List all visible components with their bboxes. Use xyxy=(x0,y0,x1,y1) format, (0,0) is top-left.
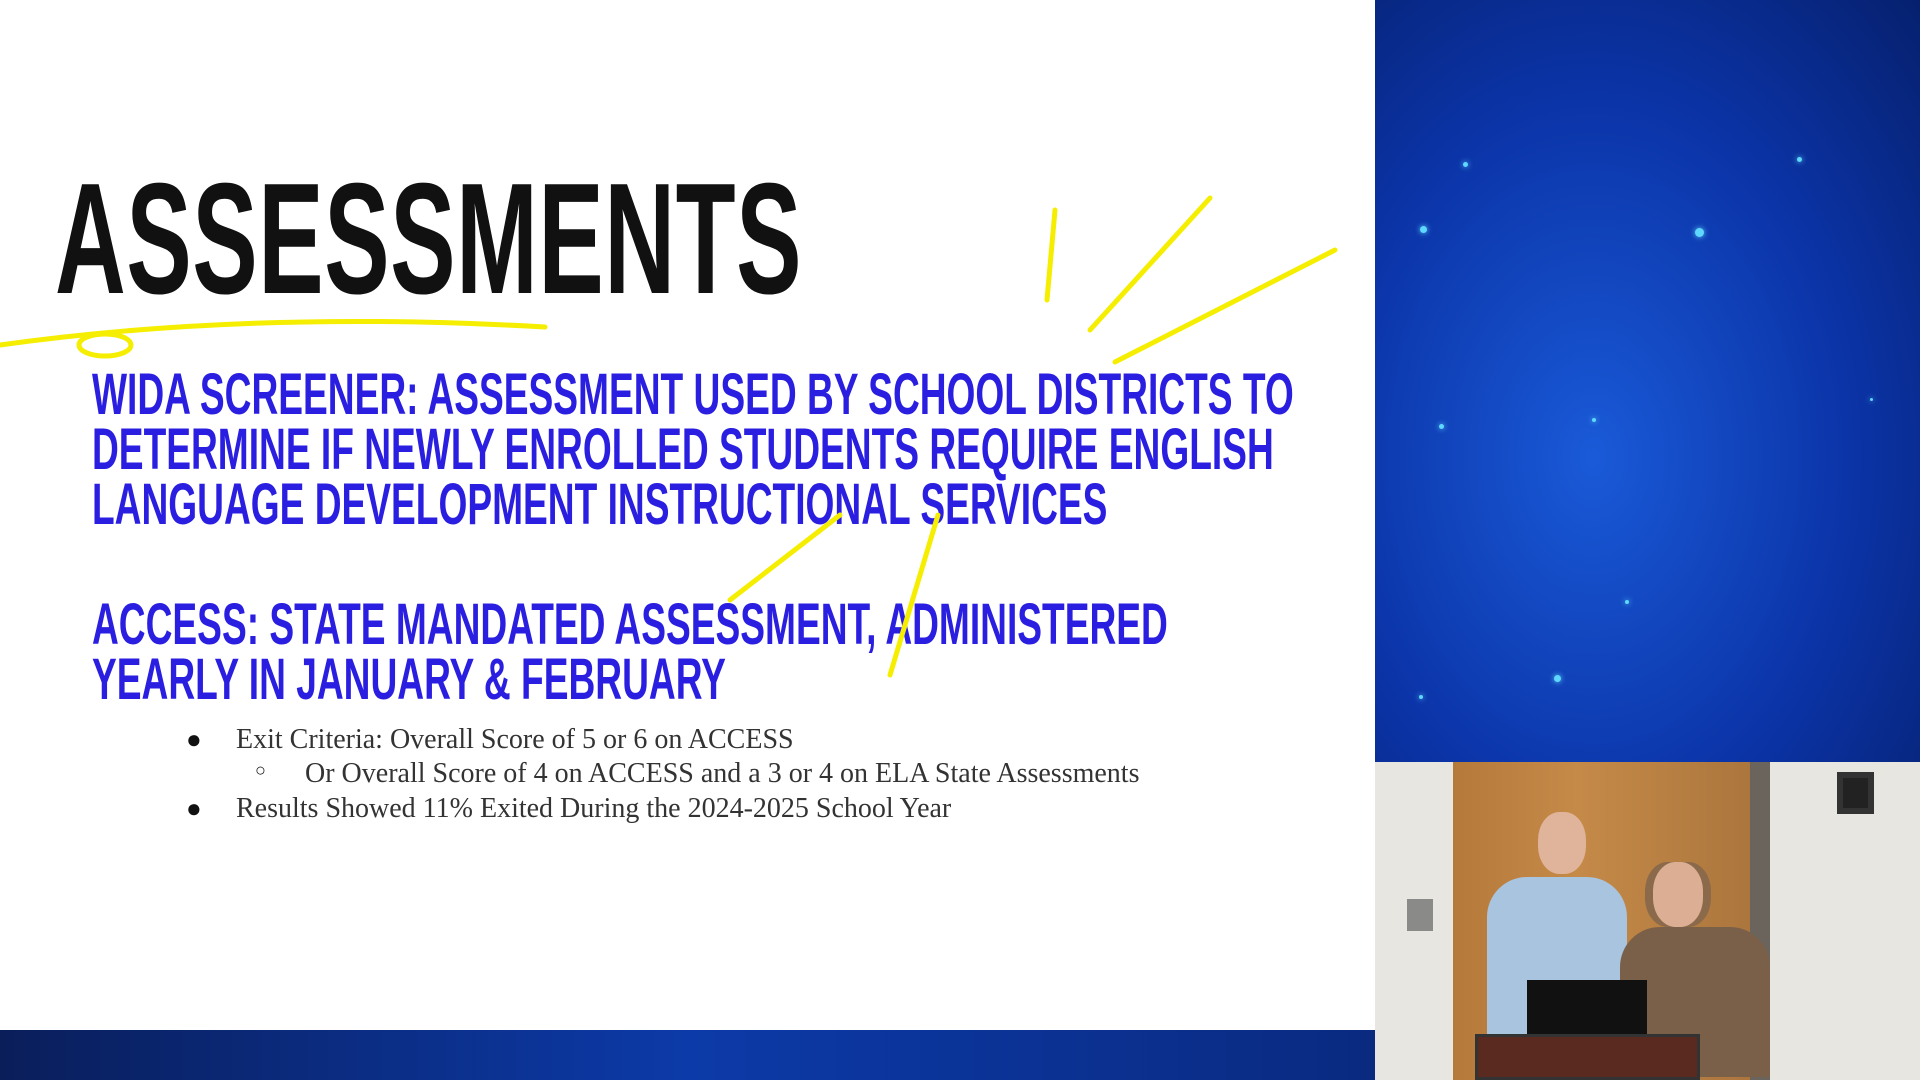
wall-frame xyxy=(1837,772,1874,814)
person-left-head xyxy=(1538,812,1586,874)
wida-line-2: DETERMINE IF NEWLY ENROLLED STUDENTS REQUIRE ENGLISH xyxy=(92,417,1274,482)
bullet-icon: ● xyxy=(186,793,202,823)
sub-bullet-alternate: Or Overall Score of 4 on ACCESS and a 3 or 4 on ELA State Assessments xyxy=(305,758,1140,789)
bullet-results: Results Showed 11% Exited During the 2024-2025 School Year xyxy=(236,793,952,824)
star-icon xyxy=(1625,600,1629,604)
star-icon xyxy=(1797,157,1802,162)
light-switch xyxy=(1407,899,1433,931)
wida-line-3: LANGUAGE DEVELOPMENT INSTRUCTIONAL SERVICES xyxy=(92,472,1108,537)
laptop xyxy=(1527,980,1647,1038)
star-icon xyxy=(1695,228,1704,237)
star-icon xyxy=(1419,695,1423,699)
bullet-icon: ● xyxy=(186,724,202,754)
star-icon xyxy=(1420,226,1427,233)
slide-title: ASSESSMENTS xyxy=(55,151,803,327)
star-icon xyxy=(1554,675,1561,682)
sub-bullet-icon: ○ xyxy=(255,760,266,780)
camera-feed xyxy=(1375,762,1920,1080)
access-line-2: YEARLY IN JANUARY & FEBRUARY xyxy=(92,647,726,712)
star-icon xyxy=(1870,398,1873,401)
star-icon xyxy=(1439,424,1444,429)
starfield-background xyxy=(1375,0,1920,762)
star-icon xyxy=(1592,418,1596,422)
access-line-1: ACCESS: STATE MANDATED ASSESSMENT, ADMINISTERED xyxy=(92,592,1168,657)
bottom-background-strip xyxy=(0,1030,1375,1080)
person-right-head xyxy=(1653,862,1703,927)
bullet-exit-criteria: Exit Criteria: Overall Score of 5 or 6 on ACCESS xyxy=(236,724,794,755)
podium xyxy=(1475,1034,1700,1080)
wida-line-1: WIDA SCREENER: ASSESSMENT USED BY SCHOOL DISTRICTS TO xyxy=(92,362,1294,427)
star-icon xyxy=(1463,162,1468,167)
